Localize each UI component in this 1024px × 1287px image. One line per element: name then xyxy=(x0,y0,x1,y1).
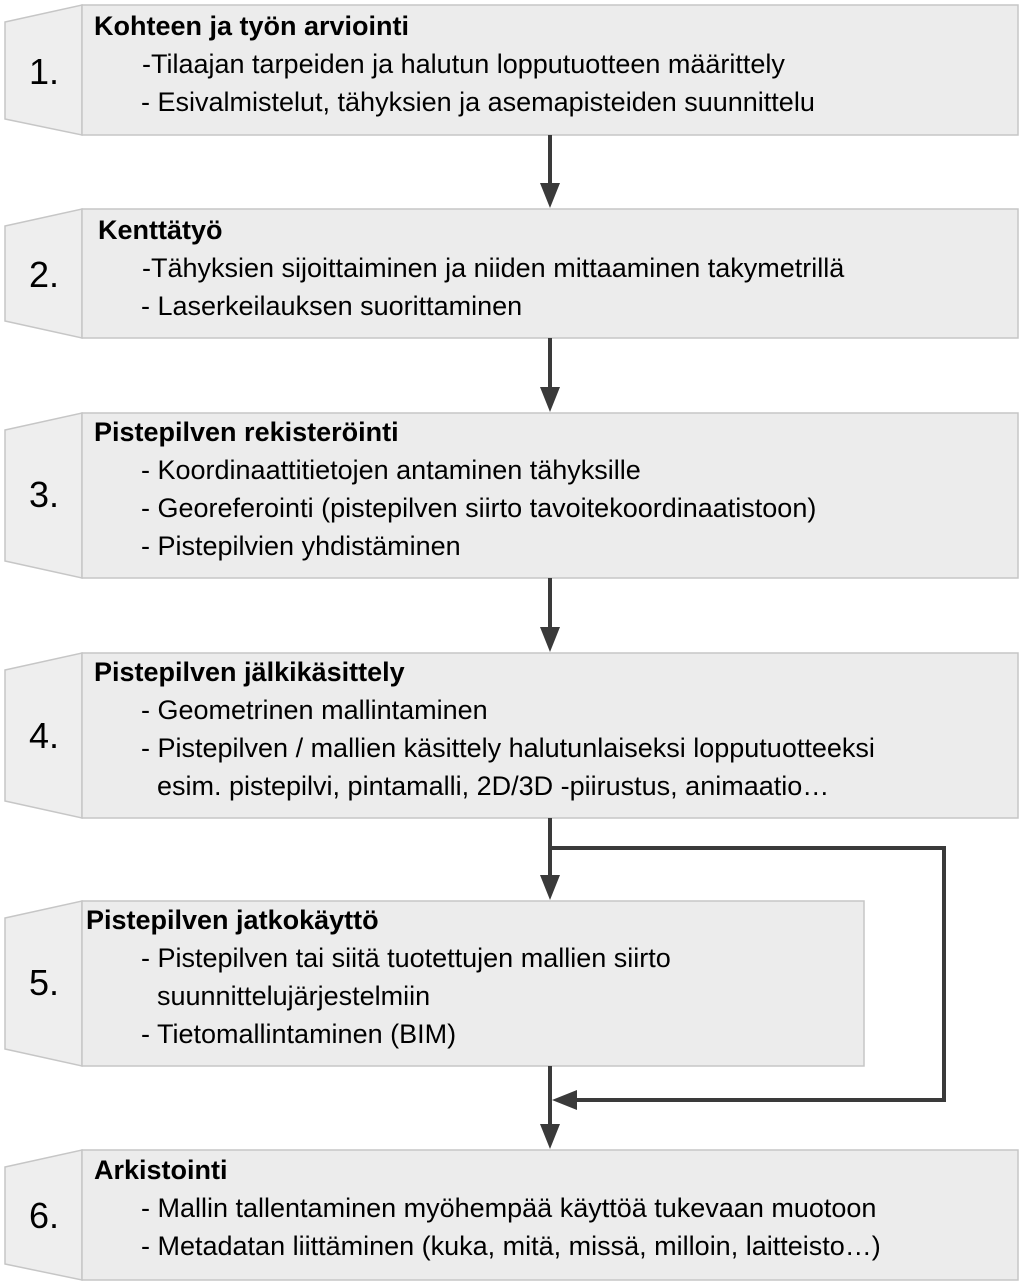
step-6-text xyxy=(94,1151,881,1265)
connector-4-5 xyxy=(540,818,560,900)
connector-1-2 xyxy=(540,135,560,208)
step-5-line-1: - Pistepilven tai siitä tuotettujen mallien siirto xyxy=(141,943,671,973)
step-3-title: Pistepilven rekisteröinti xyxy=(94,417,399,447)
step-6-title: Arkistointi xyxy=(94,1155,228,1185)
step-1-title: Kohteen ja työn arviointi xyxy=(94,11,410,41)
step-5-number: 5. xyxy=(28,962,60,1003)
step-1-number: 1. xyxy=(28,51,60,92)
step-2-line-1: -Tähyksien sijoittaiminen ja niiden mittaaminen takymetrillä xyxy=(142,253,845,283)
step-6-number: 6. xyxy=(28,1195,60,1236)
step-1-text xyxy=(94,7,815,121)
connector-2-3 xyxy=(540,338,560,412)
step-3-number: 3. xyxy=(28,474,60,515)
step-6-line-2: - Metadatan liittäminen (kuka, mitä, missä, milloin, laitteisto…) xyxy=(141,1231,881,1261)
step-4-line-1: - Geometrinen mallintaminen xyxy=(141,695,488,725)
step-5-line-2: suunnittelujärjestelmiin xyxy=(157,981,431,1011)
step-3-line-1: - Koordinaattitietojen antaminen tähyksille xyxy=(141,455,641,485)
step-2-line-2: - Laserkeilauksen suorittaminen xyxy=(141,291,523,321)
step-3-line-3: - Pistepilvien yhdistäminen xyxy=(141,531,461,561)
step-5-title: Pistepilven jatkokäyttö xyxy=(86,905,379,935)
step-2-text xyxy=(98,211,844,325)
step-4-title: Pistepilven jälkikäsittely xyxy=(94,657,405,687)
step-2-title: Kenttätyö xyxy=(98,215,223,245)
step-3-line-2: - Georeferointi (pistepilven siirto tavoitekoordinaatistoon) xyxy=(141,493,817,523)
step-6-line-1: - Mallin tallentaminen myöhempää käyttöä tukevaan muotoon xyxy=(141,1193,877,1223)
step-1-line-2: - Esivalmistelut, tähyksien ja asemapisteiden suunnittelu xyxy=(141,87,815,117)
step-5-text xyxy=(86,901,671,1053)
step-4-number: 4. xyxy=(28,715,60,756)
step-4-text xyxy=(94,653,875,805)
step-1-line-1: -Tilaajan tarpeiden ja halutun lopputuotteen määrittely xyxy=(142,49,785,79)
step-3-text xyxy=(94,413,816,565)
step-2-number: 2. xyxy=(28,254,60,295)
step-4-line-3: esim. pistepilvi, pintamalli, 2D/3D -piirustus, animaatio… xyxy=(157,771,830,801)
connector-5-6 xyxy=(540,1066,560,1149)
connector-3-4 xyxy=(540,578,560,652)
step-5-line-3: - Tietomallintaminen (BIM) xyxy=(141,1019,457,1049)
step-4-line-2: - Pistepilven / mallien käsittely halutunlaiseksi lopputuotteeksi xyxy=(141,733,875,763)
